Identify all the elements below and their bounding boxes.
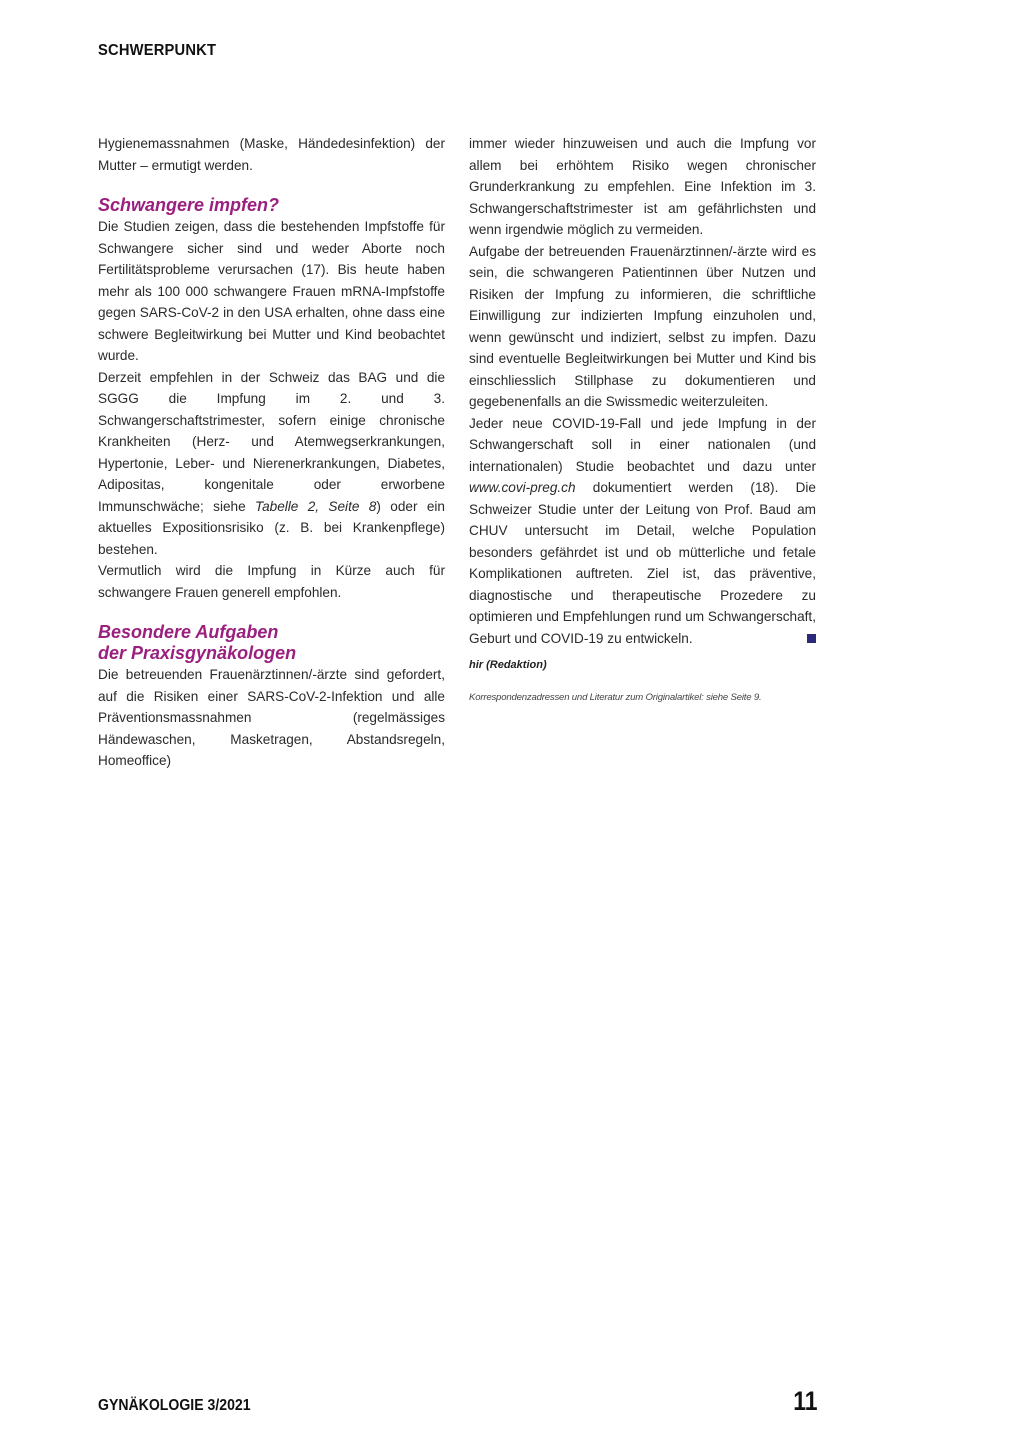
paragraph [98,367,445,561]
table-reference: Tabelle 2, Seite 8 [255,498,377,514]
paragraph-text: Jeder neue COVID-19-Fall und jede Impfung in der Schwangerschaft soll in einer nationalen (und internationalen) Studie beobachtet und dazu unter [469,415,816,474]
website-link[interactable]: www.covi-preg.ch [469,480,576,495]
paragraph-text: ) oder ein aktuelles Expositionsrisiko (z. B. bei Krankenpflege) bestehen. [98,498,445,557]
paragraph: Aufgabe der betreuenden Frauenärztinnen/-ärzte wird es sein, die schwangeren Patientinnen über Nutzen und Risiken der Impfung zu informieren, die schriftliche Einwilligung zur indizierten Impfung einzuholen und, wenn gewünscht und indiziert, selbst zu impfen. Dazu sind eventuelle Begleitwirkungen bei Mutter und Kind bis einschliesslich Stillphase zu dokumentieren und gegebenenfalls an die Swissmedic weiterzuleiten. [469,243,816,409]
paragraph-text: dokumentiert werden (18). Die Schweizer Studie unter der Leitung von Prof. Baud am CHUV untersucht im Detail, welche Population besonders gefährdet ist und ob mütterliche und fetale Komplikationen auftreten. Ziel ist, das präventive, diagnostische und therapeutische Prozedere zu optimieren und Empfehlungen rund um Schwangerschaft, Geburt und COVID-19 zu entwickeln. [469,480,816,646]
paragraph [469,413,816,650]
end-mark-icon [807,634,816,643]
left-column [98,133,445,772]
paragraph-text: Derzeit empfehlen in der Schweiz das BAG und die SGGG die Impfung im 2. und 3. Schwangerschaftstrimester, sofern einige chronische Krankheiten (Herz- und Atemwegserkrankungen, Hypertonie, Leber- und Nierenerkrankungen, Diabetes, Adipositas, kongenitale oder erworbene Immunschwäche; siehe [98,369,445,514]
paragraph: Die Studien zeigen, dass die bestehenden Impfstoffe für Schwangere sicher sind und weder Aborte noch Fertilitätsprobleme verursachen (17). Bis heute haben mehr als 100 000 schwangere Frauen mRNA-Impfstoffe gegen SARS-CoV-2 in den USA erhalten, ohne dass eine schwere Begleitwirkung bei Mutter und Kind beobachtet wurde. [98,219,445,363]
right-column [469,133,816,705]
heading-schwangere-impfen: Schwangere impfen? [98,195,280,215]
paragraph: Die betreuenden Frauenärztinnen/-ärzte sind gefordert, auf die Risiken einer SARS-CoV-2-Infektion und alle Präventionsmassnahmen (regelmässiges Händewaschen, Masketragen, Abstandsregeln, Homeoffice) [98,667,445,768]
journal-issue: GYNÄKOLOGIE 3/2021 [98,1397,251,1414]
paragraph: immer wieder hinzuweisen und auch die Impfung vor allem bei erhöhtem Risiko wegen chronischer Grunderkrankung zu empfehlen. Eine Infektion im 3. Schwangerschaftstrimester ist am gefährlichsten und wenn irgendwie möglich zu vermeiden. [469,136,816,237]
section-header: SCHWERPUNKT [98,42,217,59]
heading-line: der Praxisgynäkologen [98,643,297,663]
heading-line: Besondere Aufgaben [98,622,279,642]
heading-besondere-aufgaben [98,622,445,664]
author-credit: hir (Redaktion) [469,659,547,671]
references-note: Korrespondenzadressen und Literatur zum Originalartikel: siehe Seite 9. [469,692,762,703]
paragraph: Vermutlich wird die Impfung in Kürze auch für schwangere Frauen generell empfohlen. [98,563,445,600]
paragraph: Hygienemassnahmen (Maske, Händedesinfektion) der Mutter – ermutigt werden. [98,136,445,173]
page-number: 11 [793,1386,818,1416]
